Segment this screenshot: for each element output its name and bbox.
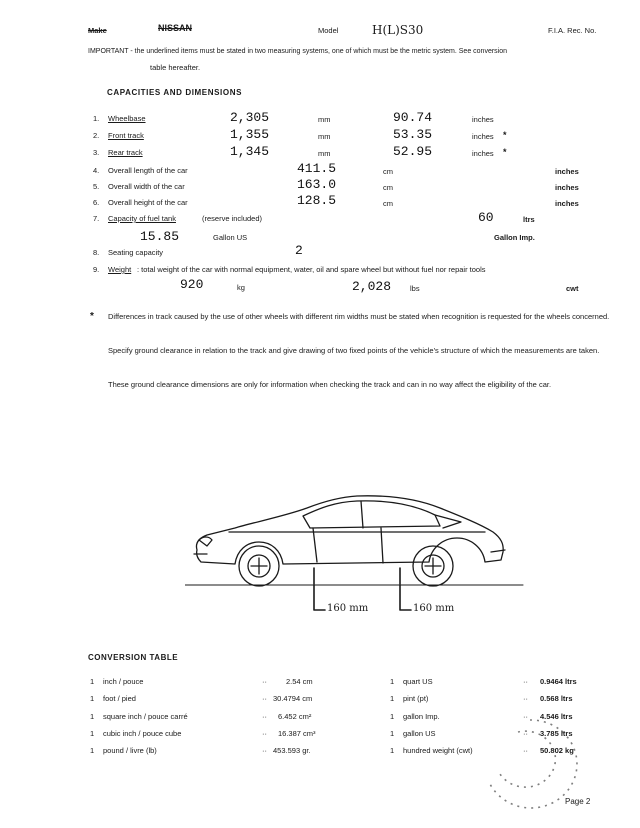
metric-unit: mm bbox=[318, 149, 331, 158]
page-number: Page 2 bbox=[565, 797, 591, 806]
conversion-qty: 1 bbox=[390, 729, 395, 738]
row-number: 4. bbox=[93, 166, 100, 175]
seating-value: 2 bbox=[295, 243, 303, 258]
conversion-unit: pint (pt) bbox=[403, 694, 429, 703]
fuel-label: Capacity of fuel tank bbox=[108, 214, 176, 223]
weight-lbs-unit: lbs bbox=[410, 284, 420, 293]
make-value: NISSAN bbox=[158, 23, 193, 33]
imperial-value: 53.35 bbox=[393, 127, 433, 142]
imperial-value: 90.74 bbox=[393, 110, 433, 125]
conversion-value: 0.568 ltrs bbox=[540, 694, 573, 703]
row-label: Overall height of the car bbox=[108, 198, 188, 207]
conversion-table-title: CONVERSION TABLE bbox=[88, 653, 179, 662]
conversion-unit: quart US bbox=[403, 677, 433, 686]
conversion-qty: 1 bbox=[90, 746, 95, 755]
footnote-asterisk: * bbox=[90, 311, 94, 322]
conversion-value: 453.593 gr. bbox=[273, 746, 311, 755]
imperial-unit: inches bbox=[472, 149, 494, 158]
weight-label-note: : total weight of the car with normal equipment, water, oil and spare wheel but without fuel nor repair tools bbox=[137, 265, 486, 274]
cm-unit: cm bbox=[383, 199, 393, 208]
fuel-litres-unit: ltrs bbox=[523, 215, 535, 224]
conversion-value: 0.9464 ltrs bbox=[540, 677, 577, 686]
asterisk-marker: * bbox=[503, 147, 507, 157]
model-label: Model bbox=[318, 26, 339, 35]
fuel-litres-value: 60 bbox=[478, 210, 494, 225]
conversion-value: 4.546 ltrs bbox=[540, 712, 573, 721]
row-label: Rear track bbox=[108, 148, 143, 157]
conversion-qty: 1 bbox=[390, 694, 395, 703]
weight-label: Weight bbox=[108, 265, 132, 274]
weight-lbs-value: 2,028 bbox=[352, 279, 392, 294]
inches-unit: inches bbox=[555, 167, 579, 176]
row-label: Overall length of the car bbox=[108, 166, 188, 175]
weight-kg-unit: kg bbox=[237, 283, 245, 292]
important-note: IMPORTANT - the underlined items must be stated in two measuring systems, one of which must be the metric system. See conversion bbox=[88, 48, 508, 55]
cm-value: 411.5 bbox=[297, 161, 337, 176]
row-label: Overall width of the car bbox=[108, 182, 185, 191]
conversion-value: 2.54 cm bbox=[286, 677, 313, 686]
conversion-qty: 1 bbox=[390, 712, 395, 721]
conversion-qty: 1 bbox=[90, 694, 95, 703]
conversion-qty: 1 bbox=[390, 746, 395, 755]
conversion-unit: foot / pied bbox=[103, 694, 136, 703]
fuel-us-value: 15.85 bbox=[140, 229, 180, 244]
footnote-paragraph-3: These ground clearance dimensions are only for information when checking the track and can in no way affect the eligibility of the car. bbox=[108, 380, 552, 389]
row-number: 7. bbox=[93, 214, 100, 223]
metric-unit: mm bbox=[318, 115, 331, 124]
conversion-unit: gallon Imp. bbox=[403, 712, 440, 721]
conversion-value: 3.785 ltrs bbox=[540, 729, 573, 738]
row-number: 8. bbox=[93, 248, 100, 257]
conversion-value: 16.387 cm³ bbox=[278, 729, 316, 738]
seating-label: Seating capacity bbox=[108, 248, 164, 257]
conversion-unit: cubic inch / pouce cube bbox=[103, 729, 182, 738]
fuel-us-unit: Gallon US bbox=[213, 233, 248, 242]
fuel-label-note: (reserve included) bbox=[202, 214, 263, 223]
fia-rec-label: F.I.A. Rec. No. bbox=[548, 26, 597, 35]
imperial-unit: inches bbox=[472, 132, 494, 141]
inches-unit: inches bbox=[555, 183, 579, 192]
cm-unit: cm bbox=[383, 167, 393, 176]
inches-unit: inches bbox=[555, 199, 579, 208]
section-title: CAPACITIES AND DIMENSIONS bbox=[107, 88, 243, 97]
metric-value: 1,355 bbox=[230, 127, 270, 142]
conversion-value: 30.4794 cm bbox=[273, 694, 313, 703]
conversion-qty: 1 bbox=[90, 729, 95, 738]
conversion-qty: 1 bbox=[90, 677, 95, 686]
asterisk-marker: * bbox=[503, 130, 507, 140]
row-number: 9. bbox=[93, 265, 100, 274]
row-label: Wheelbase bbox=[108, 114, 146, 123]
conversion-unit: gallon US bbox=[403, 729, 436, 738]
conversion-value: 6.452 cm² bbox=[278, 712, 312, 721]
conversion-qty: 1 bbox=[390, 677, 395, 686]
weight-cwt-unit: cwt bbox=[566, 284, 579, 293]
clearance-front-label: 160 mm bbox=[327, 603, 369, 614]
imperial-value: 52.95 bbox=[393, 144, 433, 159]
metric-unit: mm bbox=[318, 132, 331, 141]
row-number: 5. bbox=[93, 182, 100, 191]
important-note-line2: table hereafter. bbox=[150, 63, 201, 72]
conversion-value: 50.802 kg bbox=[540, 746, 574, 755]
row-label: Front track bbox=[108, 131, 144, 140]
row-number: 6. bbox=[93, 198, 100, 207]
footnote-paragraph-1: Differences in track caused by the use of other wheels with different rim widths must be stated when recognition is requested for the wheels concerned. bbox=[108, 312, 610, 321]
cm-value: 163.0 bbox=[297, 177, 337, 192]
row-number: 3. bbox=[93, 148, 100, 157]
conversion-qty: 1 bbox=[90, 712, 95, 721]
make-label: Make bbox=[88, 26, 107, 35]
clearance-rear-label: 160 mm bbox=[413, 603, 455, 614]
model-value: H(L)S30 bbox=[372, 23, 424, 37]
footnote-paragraph-2: Specify ground clearance in relation to the track and give drawing of two fixed points of the vehicle's structure of which the measurements are taken. bbox=[108, 346, 600, 355]
conversion-unit: hundred weight (cwt) bbox=[403, 746, 473, 755]
row-number: 1. bbox=[93, 114, 100, 123]
row-number: 2. bbox=[93, 131, 100, 140]
fuel-imp-unit: Gallon Imp. bbox=[494, 233, 535, 242]
conversion-unit: square inch / pouce carré bbox=[103, 712, 188, 721]
imperial-unit: inches bbox=[472, 115, 494, 124]
metric-value: 2,305 bbox=[230, 110, 270, 125]
conversion-unit: pound / livre (lb) bbox=[103, 746, 157, 755]
cm-unit: cm bbox=[383, 183, 393, 192]
metric-value: 1,345 bbox=[230, 144, 270, 159]
cm-value: 128.5 bbox=[297, 193, 337, 208]
conversion-unit: inch / pouce bbox=[103, 677, 144, 686]
weight-kg-value: 920 bbox=[180, 277, 204, 292]
